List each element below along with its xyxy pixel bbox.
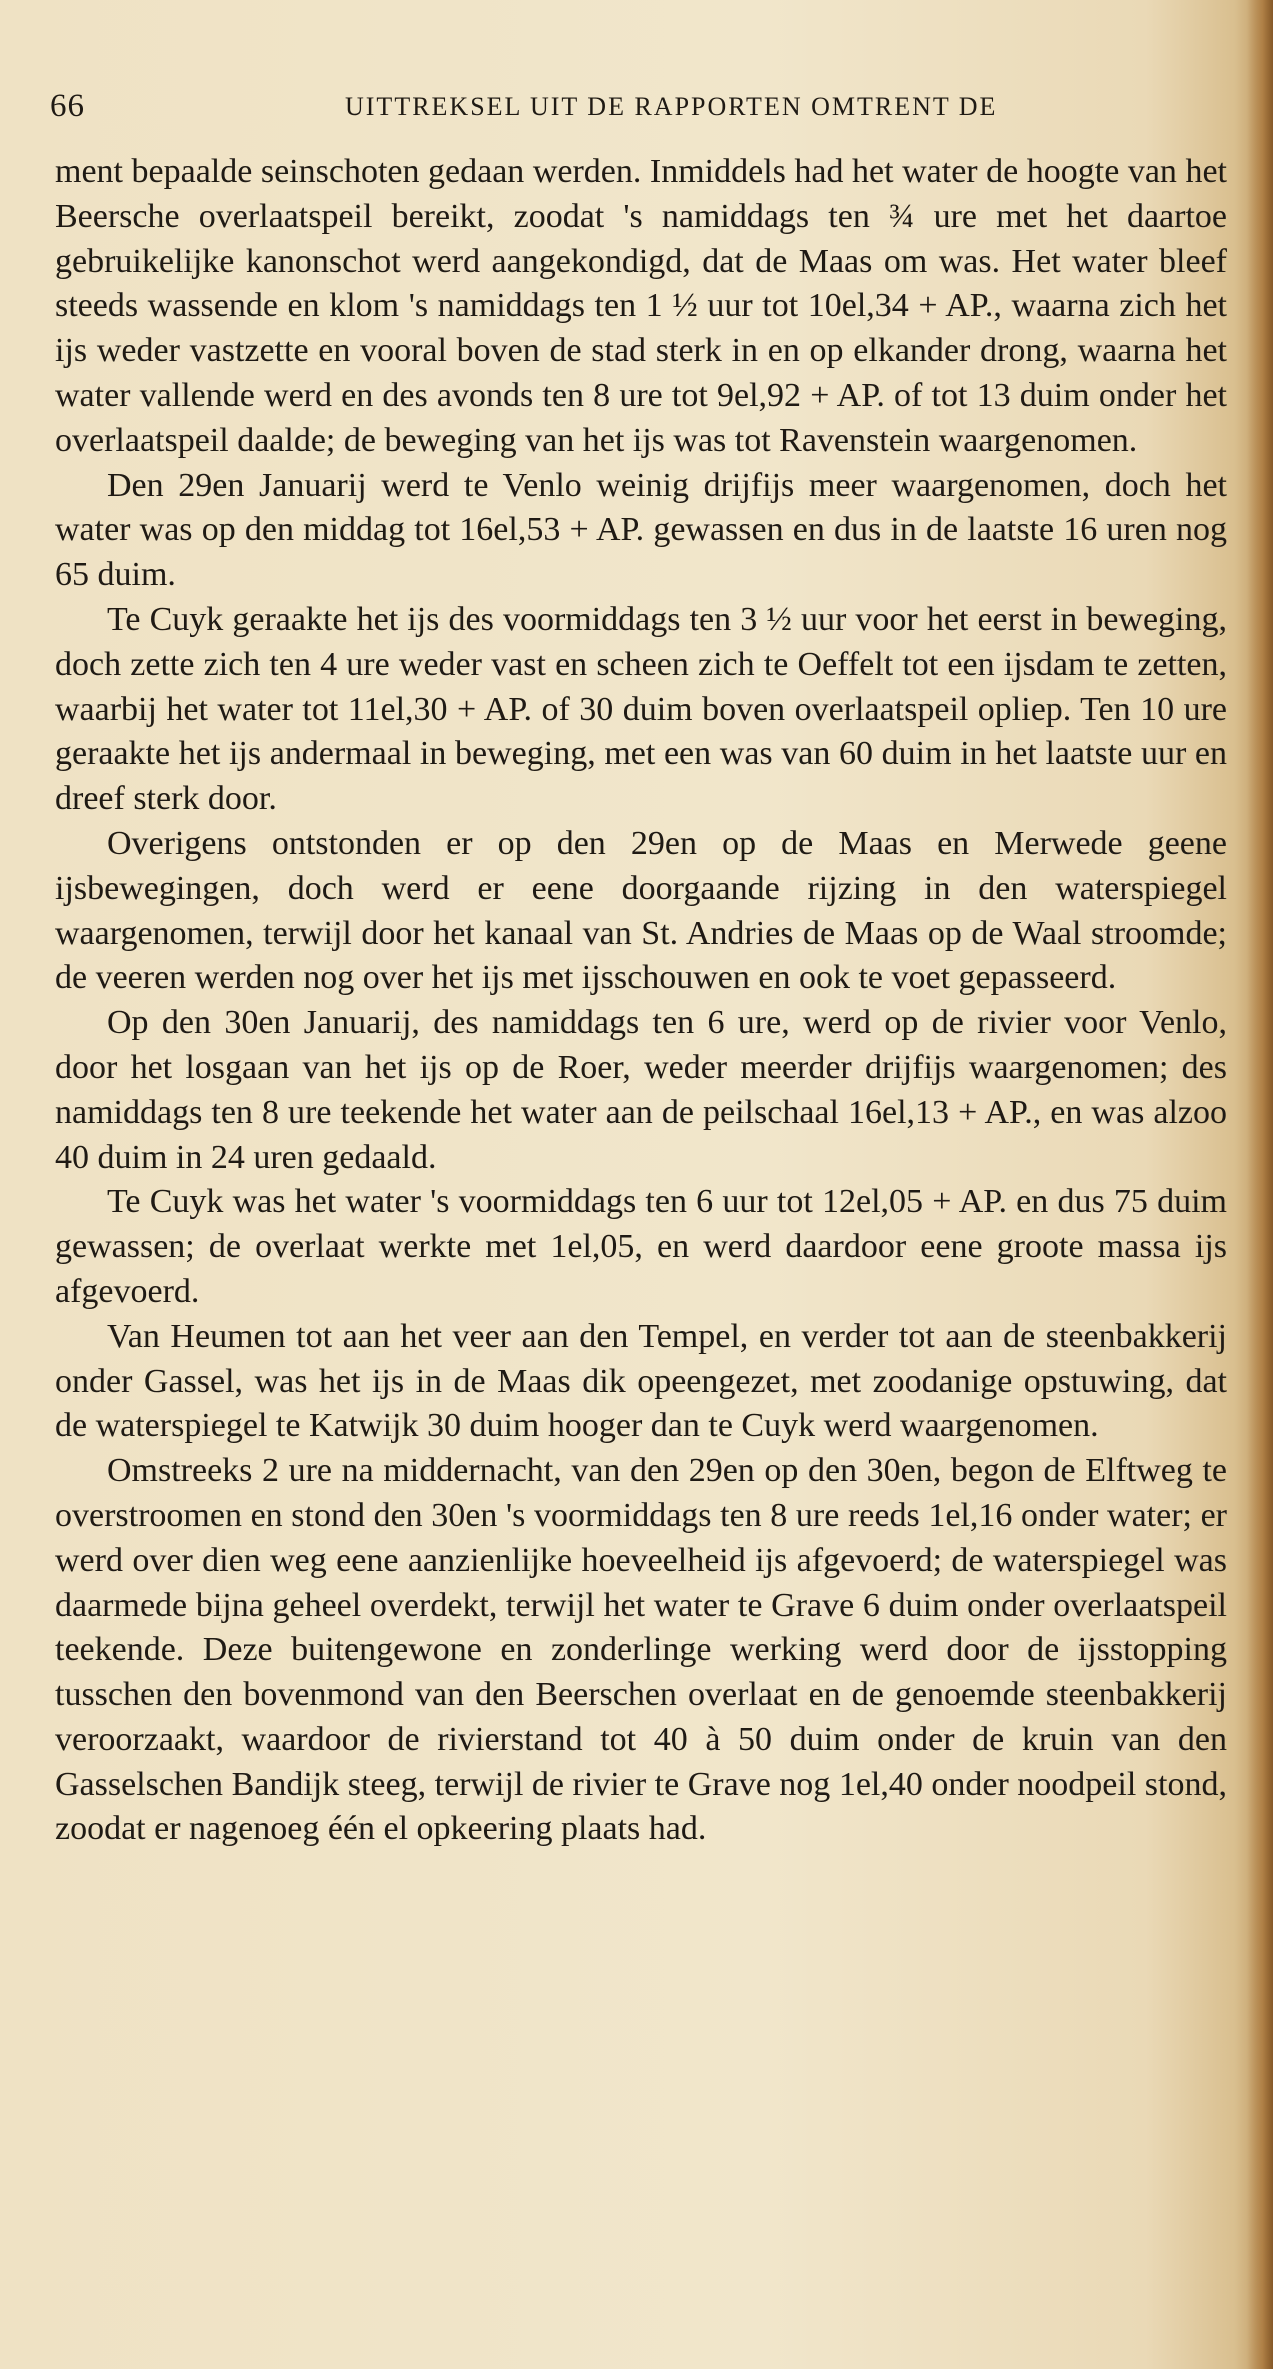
paragraph: Omstreeks 2 ure na middernacht, van den 29en op den 30en, begon de Elftweg te overstroomen en stond den 30en 's voormiddags ten 8 ure reeds 1el,16 onder water; er werd over dien weg eene aanzienlijke hoeveelheid ijs afgevoerd; de waterspiegel was daarmede bijna geheel overdekt, terwijl het water te Grave 6 duim onder overlaatspeil teekende. Deze buitengewone en zonderlinge werking werd door de ijsstopping tusschen den bovenmond van den Beerschen overlaat en de genoemde steenbakkerij veroorzaakt, waardoor de rivierstand tot 40 à 50 duim onder de kruin van den Gasselschen Bandijk steeg, terwijl de rivier te Grave nog 1el,40 onder noodpeil stond, zoodat er nagenoeg één el opkeering plaats had. [55,1452,1227,1848]
paragraph: Te Cuyk was het water 's voormiddags ten 6 uur tot 12el,05 + AP. en dus 75 duim gewassen; de overlaat werkte met 1el,05, en werd daardoor eene groote massa ijs afgevoerd. [55,1183,1227,1310]
paragraph: Op den 30en Januarij, des namiddags ten 6 ure, werd op de rivier voor Venlo, door het losgaan van het ijs op de Roer, weder meerder drijfijs waargenomen; des namiddags ten 8 ure teekende het water aan de peilschaal 16el,13 + AP., en was alzoo 40 duim in 24 uren gedaald. [55,1004,1227,1176]
page-edge-shading [1247,0,1273,2369]
paragraph: Den 29en Januarij werd te Venlo weinig drijfijs meer waargenomen, doch het water was op den middag tot 16el,53 + AP. gewassen en dus in de laatste 16 uren nog 65 duim. [55,466,1227,594]
page-header [50,88,1230,128]
paragraph: Te Cuyk geraakte het ijs des voormiddags ten 3 ½ uur voor het eerst in beweging, doch zette zich ten 4 ure weder vast en scheen zich te Oeffelt tot een ijsdam te zetten, waarbij het water tot 11el,30 + AP. of 30 duim boven overlaatspeil opliep. Ten 10 ure geraakte het ijs andermaal in beweging, met een was van 60 duim in het laatste uur en dreef sterk door. [55,600,1227,818]
page-number: 66 [50,88,85,124]
body-text [55,150,1227,1852]
running-title: UITTREKSEL UIT DE RAPPORTEN OMTRENT DE [345,92,998,121]
paragraph: ment bepaalde seinschoten gedaan werden. Inmiddels had het water de hoogte van het Beersche overlaatspeil bereikt, zoodat 's namiddags ten ¾ ure met het daartoe gebruikelijke kanonschot werd aangekondigd, dat de Maas om was. Het water bleef steeds wassende en klom 's namiddags ten 1 ½ uur tot 10el,34 + AP., waarna zich het ijs weder vastzette en vooral boven de stad sterk in en op elkander drong, waarna het water vallende werd en des avonds ten 8 ure tot 9el,92 + AP. of tot 13 duim onder het overlaatspeil daalde; de beweging van het ijs was tot Ravenstein waargenomen. [55,153,1227,459]
paragraph: Overigens ontstonden er op den 29en op de Maas en Merwede geene ijsbewegingen, doch werd er eene doorgaande rijzing in den waterspiegel waargenomen, terwijl door het kanaal van St. Andries de Maas op de Waal stroomde; de veeren werden nog over het ijs met ijsschouwen en ook te voet gepasseerd. [55,824,1227,997]
paragraph: Van Heumen tot aan het veer aan den Tempel, en verder tot aan de steenbakkerij onder Gassel, was het ijs in de Maas dik opeengezet, met zoodanige opstuwing, dat de waterspiegel te Katwijk 30 duim hooger dan te Cuyk werd waargenomen. [55,1317,1227,1445]
